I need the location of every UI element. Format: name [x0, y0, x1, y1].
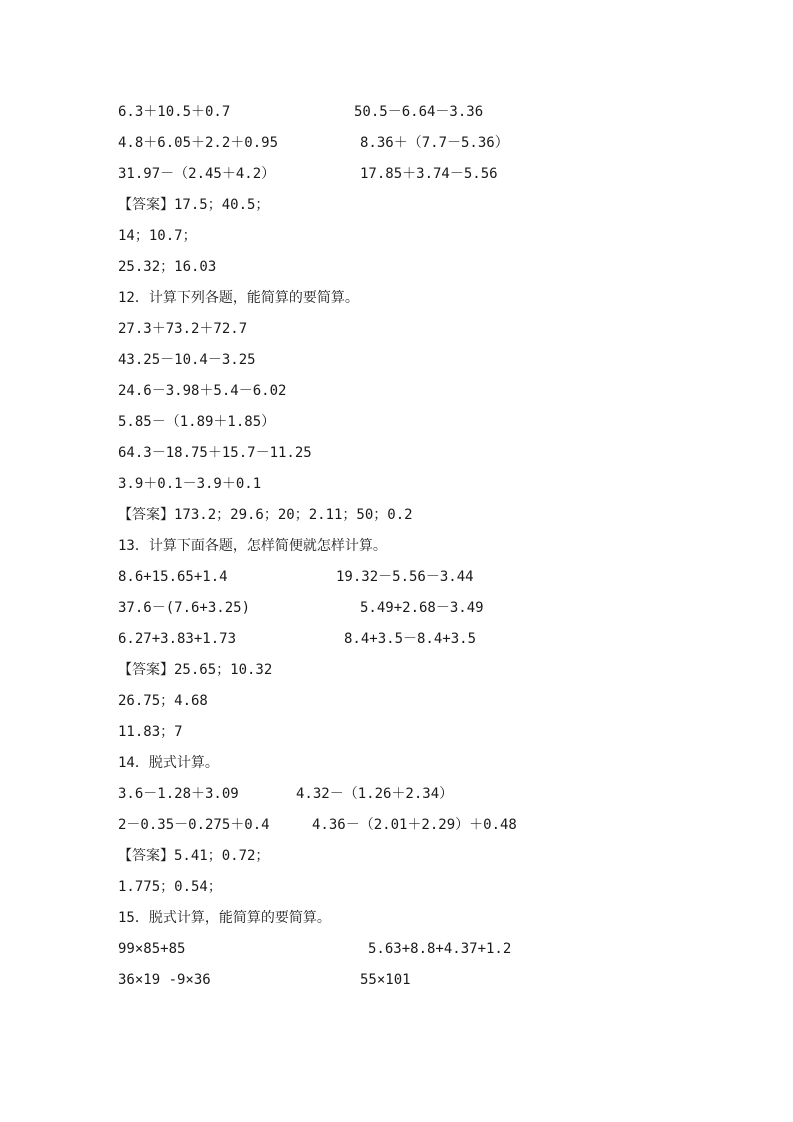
q13-answer: 26.75；4.68	[118, 693, 208, 709]
q14-item-a: 3.6－1.28＋3.09	[118, 786, 239, 802]
problem-1b: 50.5－6.64－3.36	[354, 104, 484, 120]
q14-answer: 【答案】5.41；0.72；	[118, 848, 270, 864]
q15-item-a: 36×19 -9×36	[118, 972, 211, 988]
answer-line: 14；10.7；	[118, 228, 197, 244]
problem-3b: 17.85＋3.74－5.56	[360, 166, 498, 182]
q13-item-b: 8.4+3.5－8.4+3.5	[344, 631, 477, 647]
q15-item-a: 99×85+85	[118, 941, 186, 957]
problem-1a: 6.3＋10.5＋0.7	[118, 104, 231, 120]
q12-item: 43.25－10.4－3.25	[118, 352, 256, 368]
q12-item: 64.3－18.75＋15.7－11.25	[118, 445, 312, 461]
q12-item: 27.3＋73.2＋72.7	[118, 321, 248, 337]
q13-item-b: 19.32－5.56－3.44	[336, 569, 474, 585]
q14-answer: 1.775；0.54；	[118, 879, 222, 895]
answer-line: 【答案】17.5；40.5；	[118, 197, 270, 213]
q13-item-a: 8.6+15.65+1.4	[118, 569, 228, 585]
q14-item-b: 4.36－（2.01＋2.29）＋0.48	[312, 817, 517, 833]
q12-item: 3.9＋0.1－3.9＋0.1	[118, 476, 262, 492]
q15-item-b: 55×101	[360, 972, 411, 988]
q12-item: 5.85－（1.89＋1.85）	[118, 414, 276, 430]
problem-2b: 8.36＋（7.7－5.36）	[360, 135, 509, 151]
question-13-title: 13．计算下面各题，怎样简便就怎样计算。	[118, 538, 387, 554]
question-14-title: 14．脱式计算。	[118, 755, 219, 771]
q13-item-a: 6.27+3.83+1.73	[118, 631, 237, 647]
q13-answer: 【答案】25.65；10.32	[118, 662, 273, 678]
problem-3a: 31.97－（2.45＋4.2）	[118, 166, 276, 182]
question-15-title: 15．脱式计算，能简算的要简算。	[118, 910, 331, 926]
q15-item-b: 5.63+8.8+4.37+1.2	[368, 941, 512, 957]
q13-item-a: 37.6－(7.6+3.25)	[118, 600, 251, 616]
q12-item: 24.6－3.98＋5.4－6.02	[118, 383, 287, 399]
question-12-title: 12．计算下列各题，能简算的要简算。	[118, 290, 359, 306]
q13-answer: 11.83；7	[118, 724, 183, 740]
q14-item-a: 2－0.35－0.275＋0.4	[118, 817, 270, 833]
q13-item-b: 5.49+2.68－3.49	[360, 600, 484, 616]
answer-line: 25.32；16.03	[118, 259, 217, 275]
problem-2a: 4.8＋6.05＋2.2＋0.95	[118, 135, 279, 151]
q14-item-b: 4.32－（1.26＋2.34）	[296, 786, 454, 802]
q12-answer: 【答案】173.2；29.6；20；2.11；50；0.2	[118, 507, 413, 523]
